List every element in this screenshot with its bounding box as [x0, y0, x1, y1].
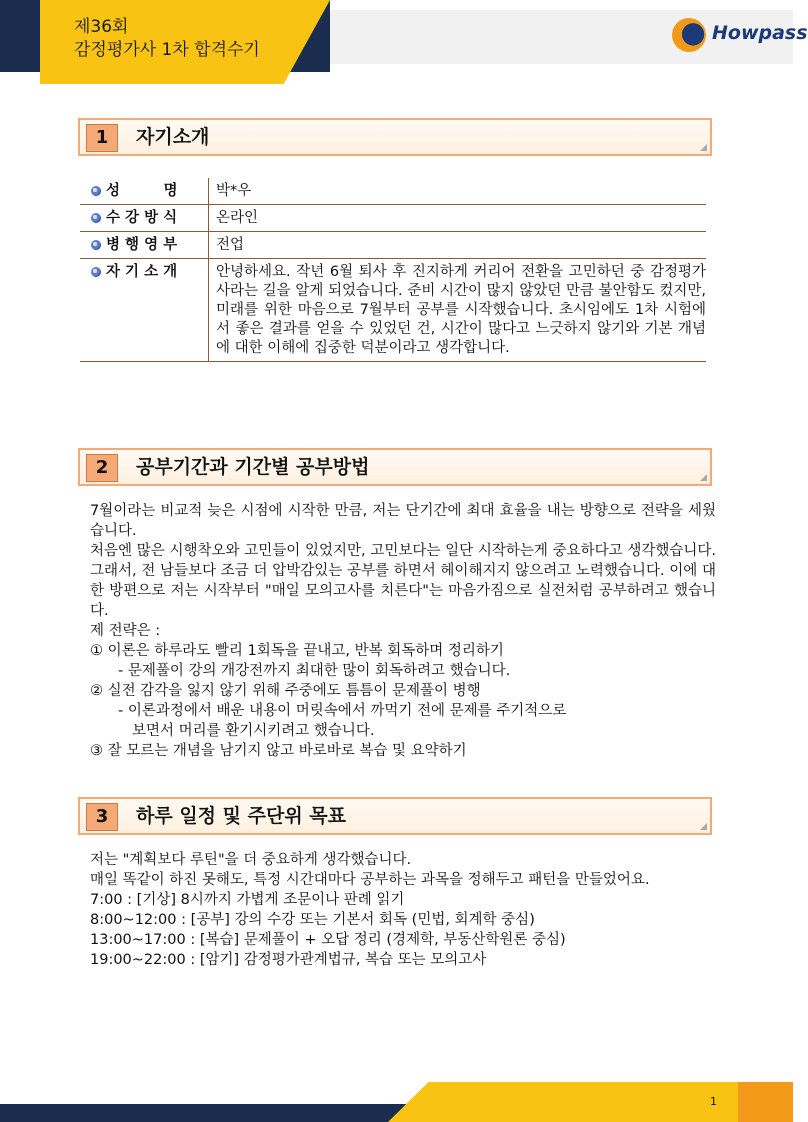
table-row: [80, 259, 706, 362]
profile-value: 안녕하세요. 작년 6월 퇴사 후 진지하게 커리어 전환을 고민하던 중 감정평가사라는 길을 알게 되었습니다. 준비 시간이 많지 않았던 만큼 불안함도 컸지만, 미래를 위한 마음으로 7월부터 공부를 시작했습니다. 초시임에도 1차 시험에서 좋은 결과를 얻을 수 있었던 건, 시간이 많다고 느긋하지 않기와 기본 개념에 대한 이해에 집중한 덕분이라고 생각합니다.: [209, 259, 707, 362]
section-number: 3: [86, 803, 118, 831]
corner-triangle-icon: [700, 474, 707, 481]
logo-text: Howpass: [712, 22, 808, 44]
list-subitem: - 문제풀이 강의 개강전까지 최대한 많이 회독하려고 했습니다.: [118, 663, 511, 679]
paragraph: 매일 똑같이 하진 못해도, 특정 시간대마다 공부하는 과목을 정해두고 패턴을 만들었어요.: [90, 872, 650, 888]
schedule-item: 7:00 : [기상] 8시까지 가볍게 조문이나 판례 읽기: [90, 892, 405, 908]
list-item: ② 실전 감각을 잃지 않기 위해 주중에도 틈틈이 문제풀이 병행: [90, 683, 481, 699]
list-item: ③ 잘 모르는 개념을 남기지 않고 바로바로 복습 및 요약하기: [90, 743, 467, 759]
profile-value: 전업: [209, 232, 707, 259]
profile-label: 자 기 소 개: [80, 259, 209, 362]
paragraph: 7월이라는 비교적 늦은 시점에 시작한 만큼, 저는 단기간에 최대 효율을 내는 방향으로 전략을 세웠습니다.: [90, 503, 716, 539]
logo-mark-icon: [672, 18, 706, 52]
table-row: [80, 232, 706, 259]
section-title: 공부기간과 기간별 공부방법: [136, 456, 370, 478]
section-2-body: [90, 501, 716, 761]
howpass-logo: [668, 16, 808, 56]
profile-label: 성 명: [80, 178, 209, 205]
bullet-icon: [91, 186, 101, 196]
corner-triangle-icon: [700, 823, 707, 830]
section-3-body: [90, 850, 716, 970]
list-subitem-cont: 보면서 머리를 환기시키려고 했습니다.: [132, 723, 375, 739]
profile-label: 수 강 방 식: [80, 205, 209, 232]
table-row: [80, 205, 706, 232]
profile-value: 온라인: [209, 205, 707, 232]
header-title: [74, 16, 260, 62]
schedule-item: 13:00~17:00 : [복습] 문제풀이 + 오답 정리 (경제학, 부동산학원론 중심): [90, 932, 566, 948]
footer-orange-band: [738, 1082, 793, 1122]
list-item: ① 이론은 하루라도 빨리 1회독을 끝내고, 반복 회독하며 정리하기: [90, 643, 504, 659]
bullet-icon: [91, 213, 101, 223]
profile-table: [80, 178, 706, 362]
list-subitem: - 이론과정에서 배운 내용이 머릿속에서 까먹기 전에 문제를 주기적으로: [118, 703, 567, 719]
section-title: 하루 일정 및 주단위 목표: [136, 805, 346, 827]
header-line2: 감정평가사 1차 합격수기: [74, 40, 260, 60]
section-3-header: [78, 797, 712, 835]
profile-label: 병 행 영 부: [80, 232, 209, 259]
paragraph: 제 전략은 :: [90, 623, 161, 639]
section-1-header: [78, 118, 712, 156]
paragraph: 저는 "계획보다 루틴"을 더 중요하게 생각했습니다.: [90, 852, 412, 868]
profile-value: 박*우: [209, 178, 707, 205]
section-number: 2: [86, 454, 118, 482]
page-number: 1: [710, 1095, 717, 1108]
paragraph: 처음엔 많은 시행착오와 고민들이 있었지만, 고민보다는 일단 시작하는게 중요하다고 생각했습니다. 그래서, 전 남들보다 조금 더 압박감있는 공부를 하면서 헤이해지지 않으려고 노력했습니다. 이에 대한 방편으로 저는 시작부터 "매일 모의고사를 치른다"는 마음가짐으로 실전처럼 공부하려고 했습니다.: [90, 543, 716, 619]
footer-yellow-band: [388, 1082, 793, 1122]
section-2-header: [78, 448, 712, 486]
schedule-item: 19:00~22:00 : [암기] 감정평가관계법규, 복습 또는 모의고사: [90, 952, 487, 968]
header-line1: 제36회: [74, 17, 129, 37]
section-number: 1: [86, 124, 118, 152]
schedule-item: 8:00~12:00 : [공부] 강의 수강 또는 기본서 회독 (민법, 회계학 중심): [90, 912, 535, 928]
bullet-icon: [91, 267, 101, 277]
bullet-icon: [91, 240, 101, 250]
corner-triangle-icon: [700, 144, 707, 151]
table-row: [80, 178, 706, 205]
section-title: 자기소개: [136, 126, 210, 148]
